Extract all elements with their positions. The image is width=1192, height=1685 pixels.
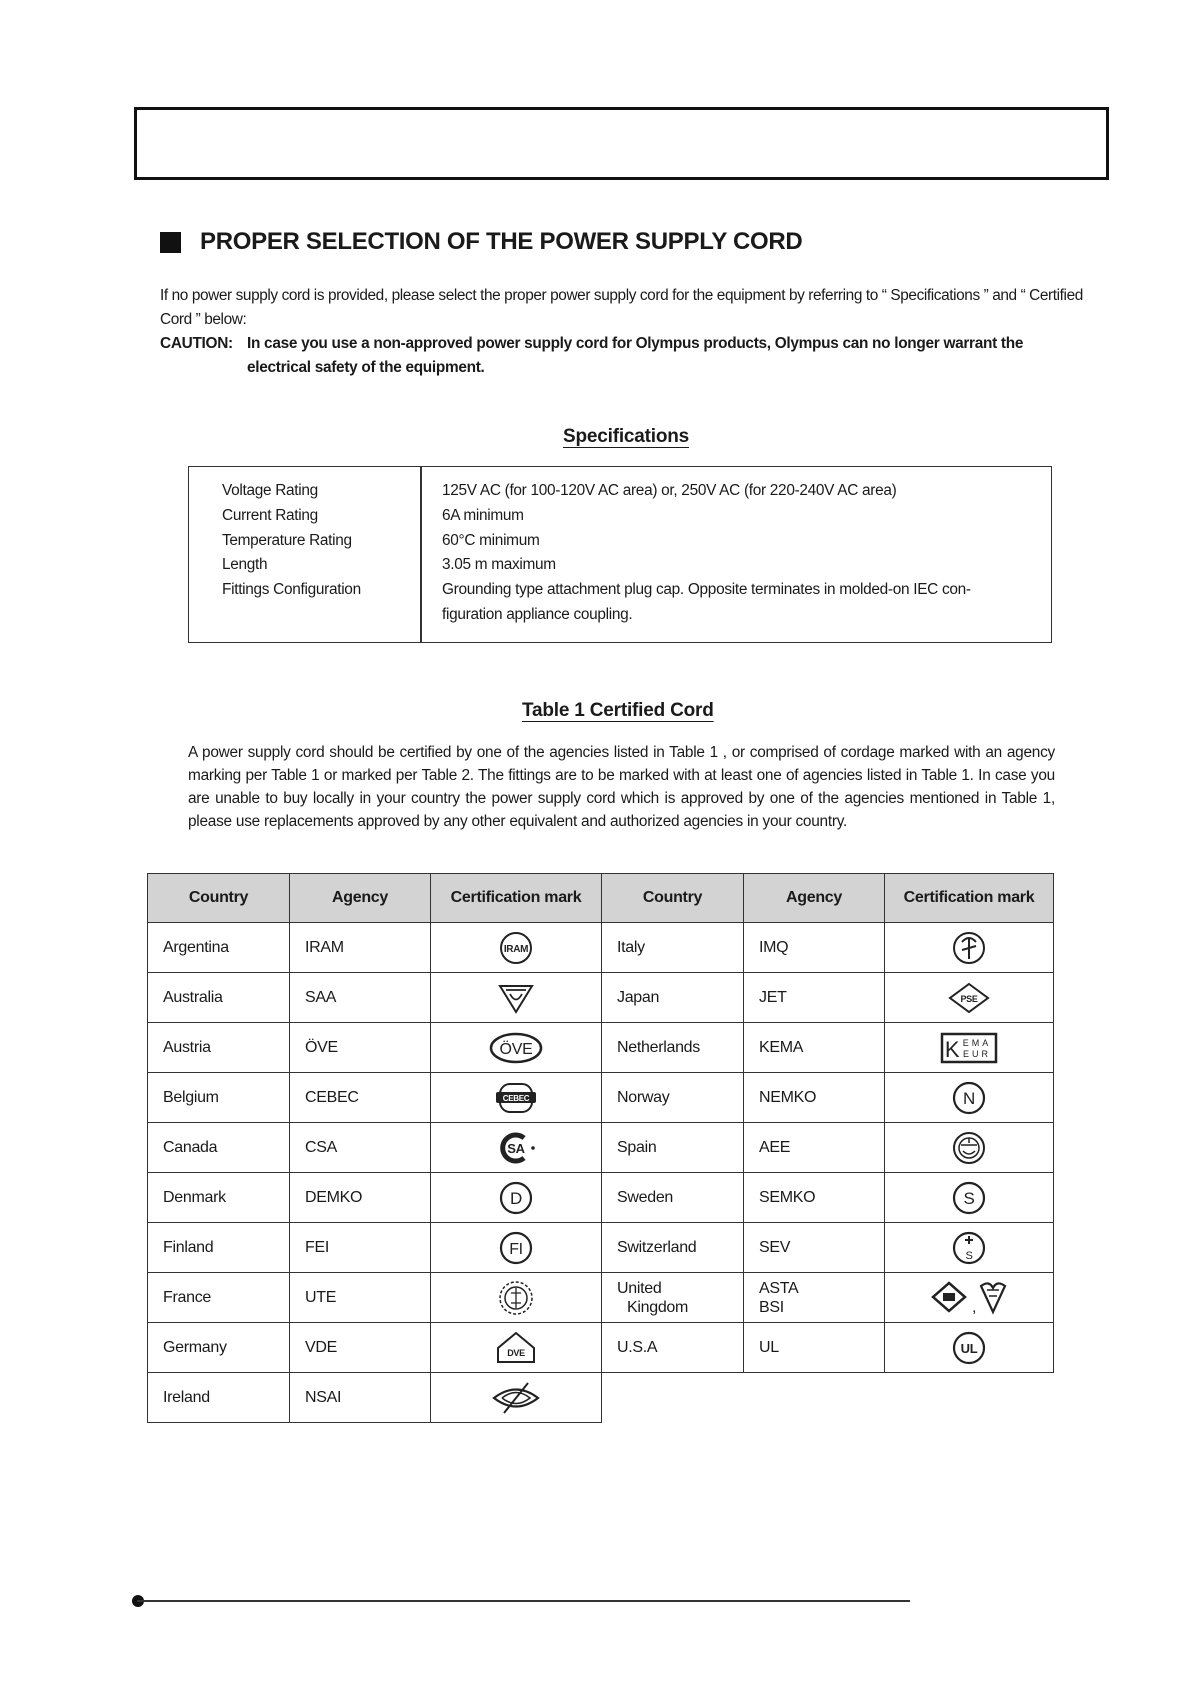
column-header: Certification mark: [885, 874, 1054, 923]
spec-values: [442, 479, 1042, 628]
intro-paragraph: If no power supply cord is provided, please select the proper power supply cord for the equipment by referring to “ Specifications ” and “ Certified Cord ” below:: [160, 287, 1083, 328]
table-row: [148, 1023, 1054, 1073]
table-row: [148, 1073, 1054, 1123]
table-row: [148, 923, 1054, 973]
agency-cell: JET: [744, 973, 885, 1023]
country-cell: Canada: [148, 1123, 290, 1173]
demko-mark-icon: [431, 1173, 602, 1223]
mark-text: DVE: [507, 1347, 525, 1358]
mark-text: EMA: [962, 1037, 992, 1048]
country-cell: Germany: [148, 1323, 290, 1373]
footer-rule: [137, 1600, 910, 1602]
agency-cell: CSA: [290, 1123, 431, 1173]
country-cell: Argentina: [148, 923, 290, 973]
agency-cell: IRAM: [290, 923, 431, 973]
column-header: Country: [602, 874, 744, 923]
country-cell: Austria: [148, 1023, 290, 1073]
pse-mark-icon: [885, 973, 1054, 1023]
agency-cell: AEE: [744, 1123, 885, 1173]
country-cell: U.S.A: [602, 1323, 744, 1373]
agency-cell: ÖVE: [290, 1023, 431, 1073]
table-row: [148, 1223, 1054, 1273]
specifications-box: [188, 466, 1052, 643]
mark-text: ÖVE: [499, 1040, 533, 1058]
spec-value: 125V AC (for 100-120V AC area) or, 250V AC (for 220-240V AC area): [442, 482, 897, 499]
spec-label: Fittings Configuration: [222, 581, 361, 599]
spec-divider: [420, 467, 422, 642]
country-cell: Japan: [602, 973, 744, 1023]
country-cell: Finland: [148, 1223, 290, 1273]
vde-mark-icon: [431, 1323, 602, 1373]
bullet-square-icon: [160, 232, 181, 253]
agency-cell: DEMKO: [290, 1173, 431, 1223]
caution-label: CAUTION:: [160, 335, 233, 352]
agency-cell: UTE: [290, 1273, 431, 1323]
empty-cell: [602, 1373, 1054, 1423]
caution-note: [160, 332, 1085, 380]
certified-cord-title: Table 1 Certified Cord: [522, 700, 714, 721]
column-header: Country: [148, 874, 290, 923]
country-cell: France: [148, 1273, 290, 1323]
mark-text: K: [944, 1036, 960, 1062]
mark-text: N: [963, 1088, 975, 1108]
table-header-row: [148, 874, 1054, 923]
svg-text:,: ,: [972, 1298, 977, 1316]
agency-cell: CEBEC: [290, 1073, 431, 1123]
mark-text: EUR: [962, 1048, 992, 1059]
mark-text: FI: [509, 1240, 523, 1258]
spec-value: 6A minimum: [442, 506, 524, 524]
ul-mark-icon: [885, 1323, 1054, 1373]
agency-cell: IMQ: [744, 923, 885, 973]
country-cell: Australia: [148, 973, 290, 1023]
country-cell: Norway: [602, 1073, 744, 1123]
mark-text: D: [510, 1188, 522, 1208]
certified-cord-paragraph: A power supply cord should be certified by one of the agencies listed in Table 1 , or comprised of cordage marked with an agency marking per Table 1 or marked per Table 2. The fittings are to be marked with at least one of agencies listed in Table 1. In case you are unable to buy locally in your country the power supply cord which is approved by one of the agencies mentioned in Table 1, please use replacements approved by any other equivalent and authorized agencies in your country.: [188, 744, 1055, 830]
semko-mark-icon: [885, 1173, 1054, 1223]
agency-cell: VDE: [290, 1323, 431, 1373]
country-line: Kingdom: [627, 1298, 689, 1316]
spec-label: Temperature Rating: [222, 531, 352, 549]
column-header: Certification mark: [431, 874, 602, 923]
agency-cell: FEI: [290, 1223, 431, 1273]
agency-line: BSI: [759, 1298, 784, 1316]
ute-mark-icon: [431, 1273, 602, 1323]
agency-cell: NSAI: [290, 1373, 431, 1423]
table-row: [148, 1323, 1054, 1373]
spec-label: Current Rating: [222, 506, 318, 524]
nsai-mark-icon: [431, 1373, 602, 1423]
spec-value: 3.05 m maximum: [442, 556, 556, 574]
imq-mark-icon: [885, 923, 1054, 973]
country-cell: Netherlands: [602, 1023, 744, 1073]
column-header: Agency: [290, 874, 431, 923]
fei-mark-icon: [431, 1223, 602, 1273]
saa-mark-icon: [431, 973, 602, 1023]
country-cell: Sweden: [602, 1173, 744, 1223]
agency-cell: KEMA: [744, 1023, 885, 1073]
column-header: Agency: [744, 874, 885, 923]
spec-value: Grounding type attachment plug cap. Opposite terminates in molded-on IEC con-: [442, 581, 971, 599]
kema-keur-mark-icon: [885, 1023, 1054, 1073]
table-row: [148, 1273, 1054, 1323]
agency-cell: SAA: [290, 973, 431, 1023]
sev-mark-icon: [885, 1223, 1054, 1273]
specifications-title: Specifications: [563, 426, 690, 447]
mark-text: SA: [507, 1140, 525, 1156]
csa-mark-icon: [431, 1123, 602, 1173]
agency-cell: [744, 1273, 885, 1323]
agency-cell: NEMKO: [744, 1073, 885, 1123]
country-cell: Italy: [602, 923, 744, 973]
certification-table: [147, 873, 1054, 1423]
mark-text: UL: [960, 1340, 978, 1356]
mark-text: IRAM: [503, 943, 529, 955]
country-cell: Belgium: [148, 1073, 290, 1123]
mark-text: S: [965, 1249, 973, 1262]
table-row: [148, 1173, 1054, 1223]
agency-cell: UL: [744, 1323, 885, 1373]
spec-value: 60°C minimum: [442, 531, 540, 549]
mark-text: S: [963, 1188, 975, 1208]
section-heading: [160, 228, 802, 256]
agency-cell: SEV: [744, 1223, 885, 1273]
ove-mark-icon: [431, 1023, 602, 1073]
table-row: [148, 973, 1054, 1023]
caution-text: In case you use a non-approved power supply cord for Olympus products, Olympus can no longer warrant the electrical safety of the equipment.: [247, 335, 1024, 376]
country-line: United: [617, 1279, 662, 1297]
country-cell: Switzerland: [602, 1223, 744, 1273]
agency-cell: SEMKO: [744, 1173, 885, 1223]
mark-text: PSE: [960, 993, 978, 1004]
nemko-mark-icon: [885, 1073, 1054, 1123]
table-row: [148, 1373, 1054, 1423]
header-box: [134, 107, 1109, 180]
spec-value: figuration appliance coupling.: [442, 605, 633, 623]
heading-text: PROPER SELECTION OF THE POWER SUPPLY CORD: [200, 228, 803, 255]
country-cell: Ireland: [148, 1373, 290, 1423]
aee-mark-icon: [885, 1123, 1054, 1173]
agency-line: ASTA: [759, 1279, 799, 1297]
asta-bsi-mark-icon: [885, 1273, 1054, 1323]
mark-text: CEBEC: [502, 1093, 530, 1103]
spec-labels: [222, 479, 361, 603]
country-cell: Spain: [602, 1123, 744, 1173]
table-row: [148, 1123, 1054, 1173]
cebec-mark-icon: [431, 1073, 602, 1123]
spec-label: Length: [222, 556, 268, 574]
iram-mark-icon: [431, 923, 602, 973]
country-cell: Denmark: [148, 1173, 290, 1223]
spec-label: Voltage Rating: [222, 482, 318, 499]
country-cell: [602, 1273, 744, 1323]
